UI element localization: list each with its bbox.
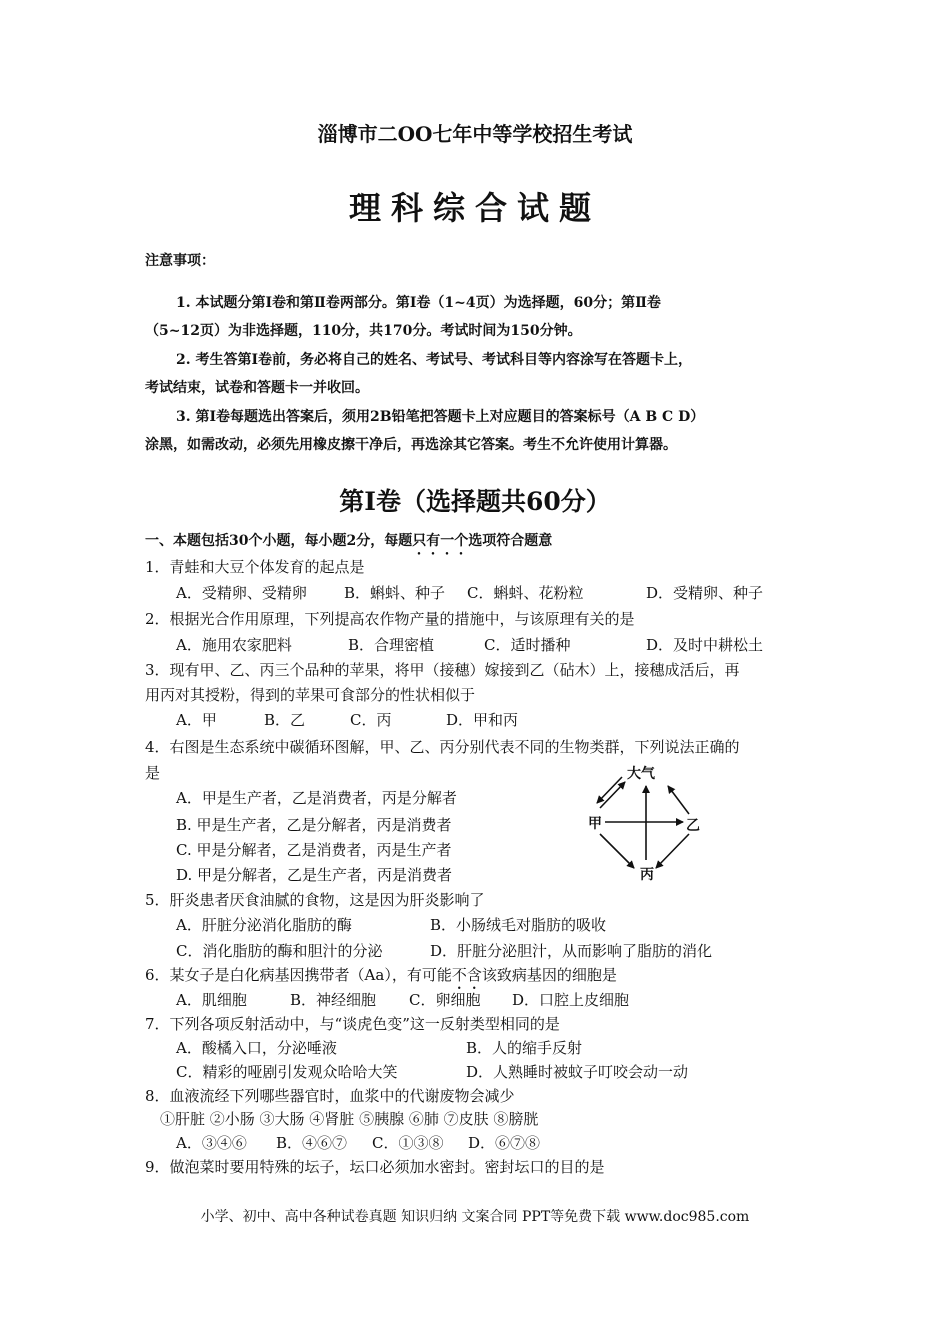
option: A．甲是生产者，乙是消费者，丙是分解者 — [176, 789, 457, 807]
diagram-label-bing: 丙 — [640, 867, 654, 883]
arrow-yi-to-atmosphere — [668, 786, 689, 814]
notes-line: 考试结束，试卷和答题卡一并收回。 — [145, 380, 369, 396]
option: C．消化脂肪的酶和胆汁的分泌 — [176, 942, 383, 960]
option: D．受精卵、种子 — [646, 584, 764, 602]
notes-heading: 注意事项： — [145, 253, 215, 269]
option: D．及时中耕松土 — [646, 636, 764, 654]
page-footer: 小学、初中、高中各种试卷真题 知识归纳 文案合同 PPT等免费下载 www.doc985.com — [200, 1209, 750, 1225]
option: A．③④⑥ — [176, 1134, 247, 1152]
option: B．蝌蚪、种子 — [344, 584, 446, 602]
organ-list: ①肝脏 ②小肠 ③大肠 ④肾脏 ⑤胰腺 ⑥肺 ⑦皮肤 ⑧膀胱 — [160, 1110, 539, 1128]
option: C．蝌蚪、花粉粒 — [467, 584, 584, 602]
option: B．神经细胞 — [290, 991, 377, 1009]
question-stem: 8．血液流经下列哪些器官时，血浆中的代谢废物会减少 — [145, 1087, 515, 1105]
option: D．口腔上皮细胞 — [512, 991, 630, 1009]
diagram-label-yi: 乙 — [686, 818, 700, 834]
option: B．④⑥⑦ — [276, 1134, 348, 1152]
exam-title: 淄博市二OO七年中等学校招生考试 — [317, 122, 633, 146]
diagram-label-jia: 甲 — [588, 816, 602, 832]
stem-emphasis: 不含 — [451, 966, 482, 984]
option: D．甲和丙 — [446, 711, 519, 729]
option: A．受精卵、受精卵 — [176, 584, 307, 602]
option: A．甲 — [176, 711, 217, 729]
carbon-cycle-diagram — [588, 762, 708, 886]
diagram-label-atmosphere: 大气 — [627, 766, 655, 782]
option: C. 甲是分解者，乙是消费者，丙是生产者 — [176, 841, 452, 859]
option: B. 甲是生产者，乙是分解者，丙是消费者 — [176, 816, 452, 834]
option: C．卵细胞 — [409, 991, 481, 1009]
option: B．合理密植 — [348, 636, 435, 654]
arrow-yi-to-bing — [656, 834, 689, 868]
option: D. 甲是分解者，乙是生产者，丙是消费者 — [176, 866, 453, 884]
option: C．丙 — [350, 711, 392, 729]
question-stem: 7．下列各项反射活动中，与“谈虎色变”这一反射类型相同的是 — [145, 1015, 560, 1033]
notes-line: 涂黑，如需改动，必须先用橡皮擦干净后，再选涂其它答案。考生不允许使用计算器。 — [145, 437, 677, 453]
option: D．人熟睡时被蚊子叮咬会动一动 — [466, 1063, 689, 1081]
option: D．⑥⑦⑧ — [468, 1134, 541, 1152]
question-stem: 9．做泡菜时要用特殊的坛子，坛口必须加水密封。密封坛口的目的是 — [145, 1158, 605, 1176]
section-instruction — [145, 530, 552, 558]
section-title: 第Ⅰ卷（选择题共60分） — [339, 487, 611, 516]
option: C．适时播种 — [484, 636, 571, 654]
option: A．酸橘入口，分泌唾液 — [176, 1039, 337, 1057]
stem-text: 6．某女子是白化病基因携带者（Aa），有可能 — [145, 966, 452, 984]
stem-text: 该致病基因的细胞是 — [481, 966, 617, 984]
exam-subtitle: 理科综合试题 — [348, 189, 601, 227]
question-stem: 5．肝炎患者厌食油腻的食物，这是因为肝炎影响了 — [145, 891, 485, 909]
question-stem: 4．右图是生态系统中碳循环图解，甲、乙、丙分别代表不同的生物类群，下列说法正确的 — [145, 738, 740, 756]
instruction-text: 一、本题包括30个小题，每小题2分，每题 — [145, 533, 413, 549]
option: B．人的缩手反射 — [466, 1039, 583, 1057]
option: A．肌细胞 — [176, 991, 247, 1009]
question-stem: 用丙对其授粉，得到的苹果可食部分的性状相似于 — [145, 686, 476, 704]
instruction-text: 选项符合题意 — [468, 533, 553, 549]
option: C．精彩的哑剧引发观众哈哈大笑 — [176, 1063, 398, 1081]
question-stem: 1．青蛙和大豆个体发育的起点是 — [145, 558, 365, 576]
option: B．小肠绒毛对脂肪的吸收 — [430, 916, 607, 934]
instruction-emphasis: 只有一个 — [412, 533, 469, 549]
option: D．肝脏分泌胆汁，从而影响了脂肪的消化 — [430, 942, 713, 960]
arrow-jia-to-bing — [600, 834, 634, 868]
question-stem: 3．现有甲、乙、丙三个品种的苹果，将甲（接穗）嫁接到乙（砧木）上，接穗成活后，再 — [145, 661, 740, 679]
option: C．①③⑧ — [372, 1134, 444, 1152]
notes-line: 2. 考生答第Ⅰ卷前，务必将自己的姓名、考试号、考试科目等内容涂写在答题卡上， — [176, 352, 693, 368]
notes-line: 1. 本试题分第Ⅰ卷和第Ⅱ卷两部分。第Ⅰ卷（1~4页）为选择题，60分；第Ⅱ卷 — [176, 295, 661, 311]
notes-line: （5~12页）为非选择题，110分，共170分。考试时间为150分钟。 — [145, 323, 582, 339]
question-stem: 是 — [145, 764, 161, 782]
question-stem: 2．根据光合作用原理，下列提高农作物产量的措施中，与该原理有关的是 — [145, 610, 635, 628]
option: B．乙 — [264, 711, 306, 729]
notes-line: 3. 第Ⅰ卷每题选出答案后，须用2B铅笔把答题卡上对应题目的答案标号（A B C D） — [176, 409, 705, 425]
option: A．肝脏分泌消化脂肪的酶 — [176, 916, 352, 934]
option: A．施用农家肥料 — [176, 636, 292, 654]
